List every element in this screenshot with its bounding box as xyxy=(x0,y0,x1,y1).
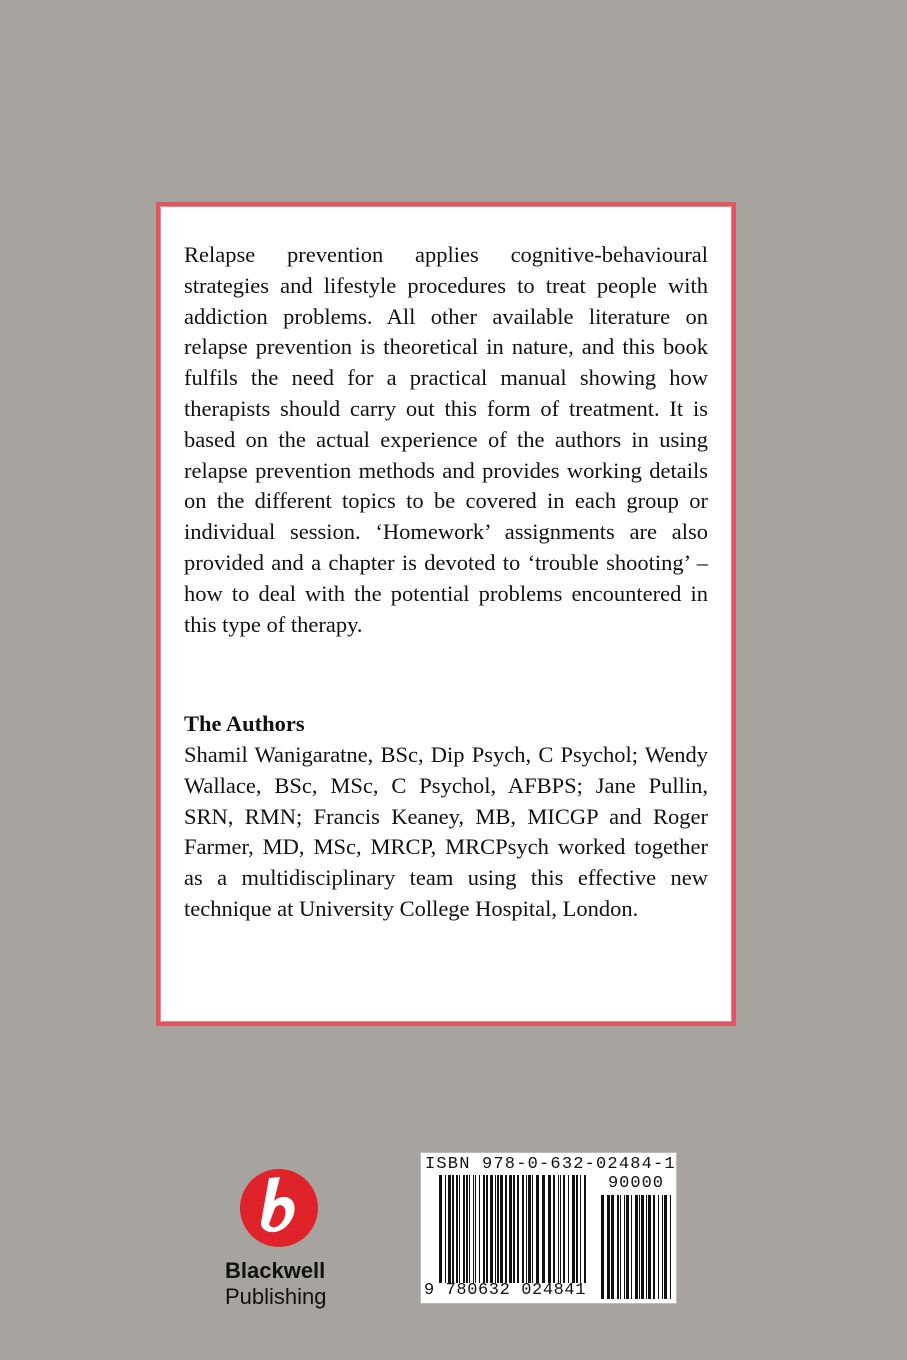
authors-text: Shamil Wanigaratne, BSc, Dip Psych, C Psychol; Wendy Wallace, BSc, MSc, C Psychol, AFBPS; Jane Pullin, SRN, RMN; Francis Keaney, MB, MICGP and Roger Farmer, MD, MSc, MRCP, MRCPsych worked together as a multidisciplinary team using this effective new technique at University College Hospital, London. xyxy=(184,742,708,921)
barcode-addon: 90000 xyxy=(607,1174,664,1193)
authors-heading: The Authors xyxy=(184,711,305,736)
barcode-addon-icon xyxy=(601,1195,671,1299)
blackwell-logo-icon xyxy=(239,1168,319,1248)
publisher-sub: Publishing xyxy=(225,1284,327,1309)
blurb-text: Relapse prevention applies cognitive-behavioural strategies and lifestyle procedures to treat people with addiction problems. All other available literature on relapse prevention is theoretical in nature, and this book fulfils the need for a practical manual showing how therapists should carry out this form of treatment. It is based on the actual experience of the authors in using relapse prevention methods and provides working details on the different topics to be covered in each group or individual session. ‘Homework’ assignments are also provided and a chapter is devoted to ‘trouble shooting’ – how to deal with the potential problems encountered in this type of therapy. xyxy=(184,242,708,637)
publisher-name: Blackwell xyxy=(225,1258,326,1283)
publisher-logo xyxy=(222,1168,334,1318)
barcode-digits: 9 780632 024841 xyxy=(424,1281,587,1300)
isbn-text: ISBN 978-0-632-02484-1 xyxy=(425,1155,676,1174)
barcode-label xyxy=(420,1152,677,1304)
barcode-icon xyxy=(439,1175,589,1283)
blurb-box xyxy=(156,202,736,1026)
